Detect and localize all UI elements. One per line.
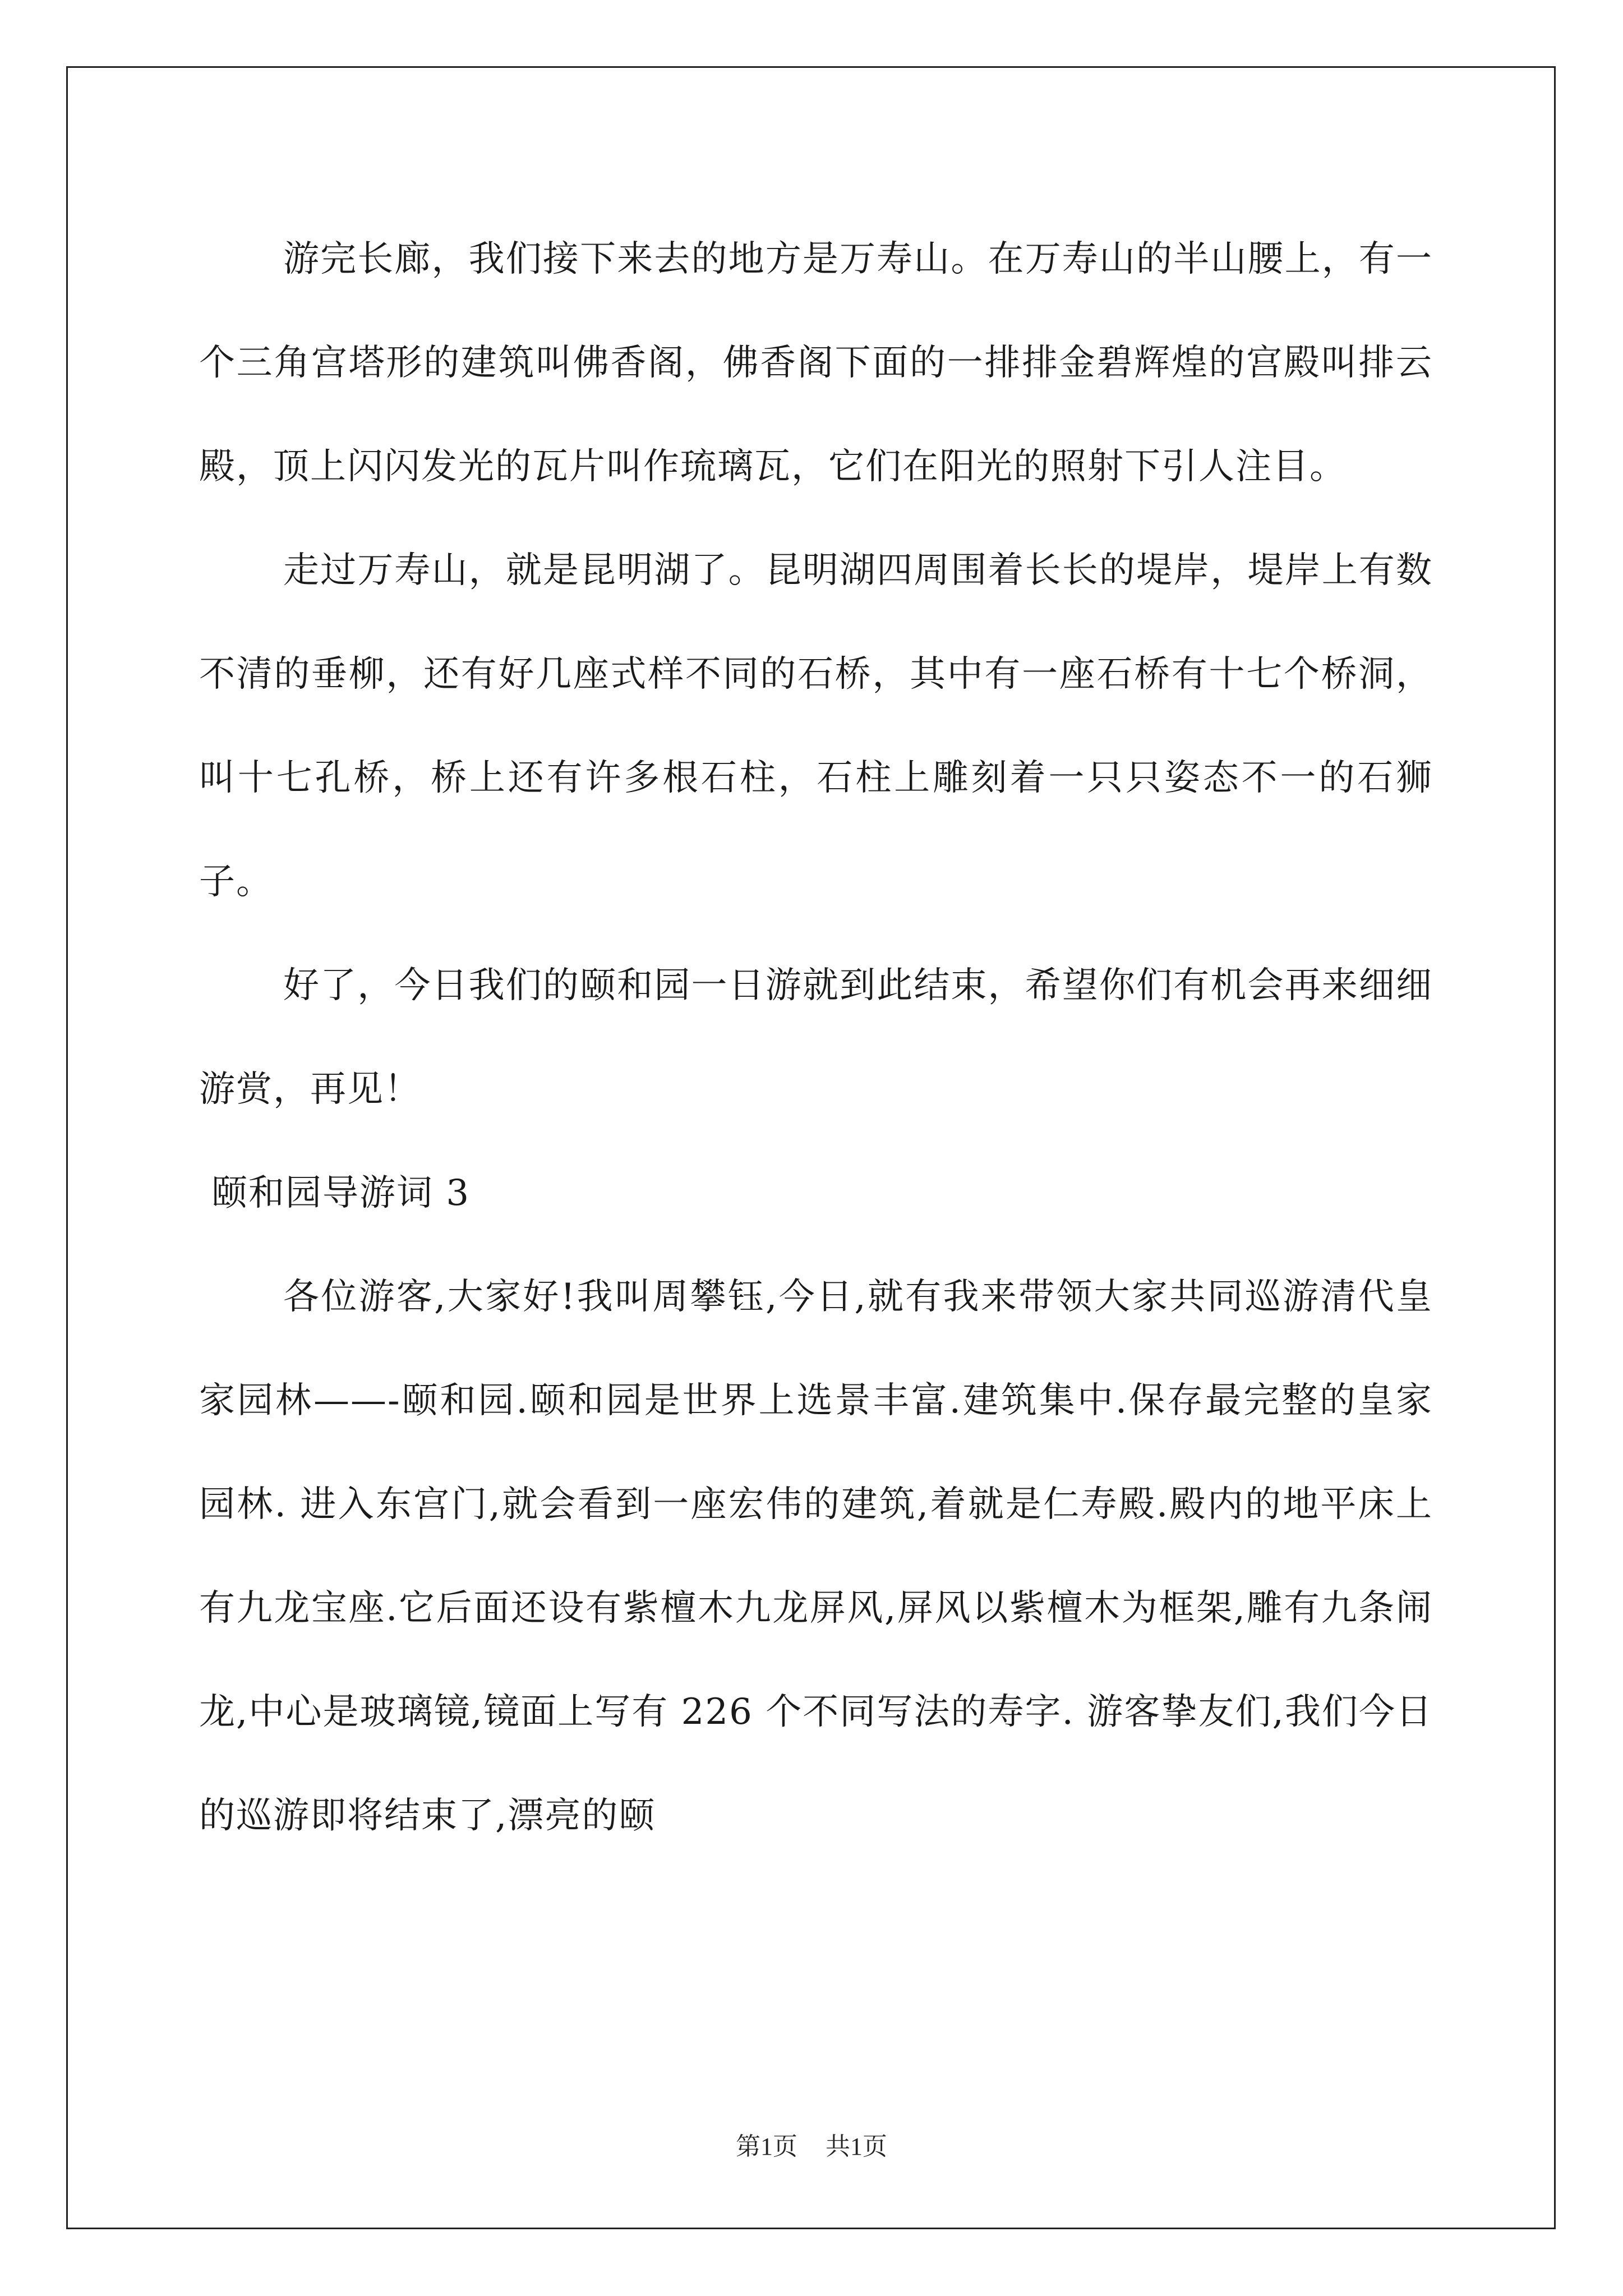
page-number-current: 第1页	[736, 2133, 797, 2160]
document-body	[199, 208, 1433, 1868]
paragraph-kunminghu: 走过万寿山，就是昆明湖了。昆明湖四周围着长长的堤岸，堤岸上有数不清的垂柳，还有好几座式样不同的石桥，其中有一座石桥有十七个桥洞，叫十七孔桥，桥上还有许多根石柱，石柱上雕刻着一只只姿态不一的石狮子。	[199, 550, 1433, 903]
page-footer	[0, 2126, 1623, 2162]
page-number-total: 共1页	[826, 2133, 887, 2160]
paragraph-wanshoushan: 游完长廊，我们接下来去的地方是万寿山。在万寿山的半山腰上，有一个三角宫塔形的建筑叫佛香阁，佛香阁下面的一排排金碧辉煌的宫殿叫排云殿，顶上闪闪发光的瓦片叫作琉璃瓦，它们在阳光的照射下引人注目。	[199, 238, 1433, 487]
paragraph-farewell: 好了，今日我们的颐和园一日游就到此结束，希望你们有机会再来细细游赏，再见！	[199, 965, 1433, 1110]
paragraph-renshoudian: 各位游客,大家好!我叫周攀钰,今日,就有我来带领大家共同巡游清代皇家园林——-颐和园.颐和园是世界上选景丰富.建筑集中.保存最完整的皇家园林. 进入东宫门,就会看到一座宏伟的建筑,着就是仁寿殿.殿内的地平床上有九龙宝座.它后面还设有紫檀木九龙屏风,屏风以紫檀木为框架,雕有九条闹龙,中心是玻璃镜,镜面上写有 226 个不同写法的寿字. 游客挚友们,我们今日的巡游即将结束了,漂亮的颐	[199, 1276, 1433, 1837]
section-heading: 颐和园导游词 3	[211, 1172, 471, 1214]
